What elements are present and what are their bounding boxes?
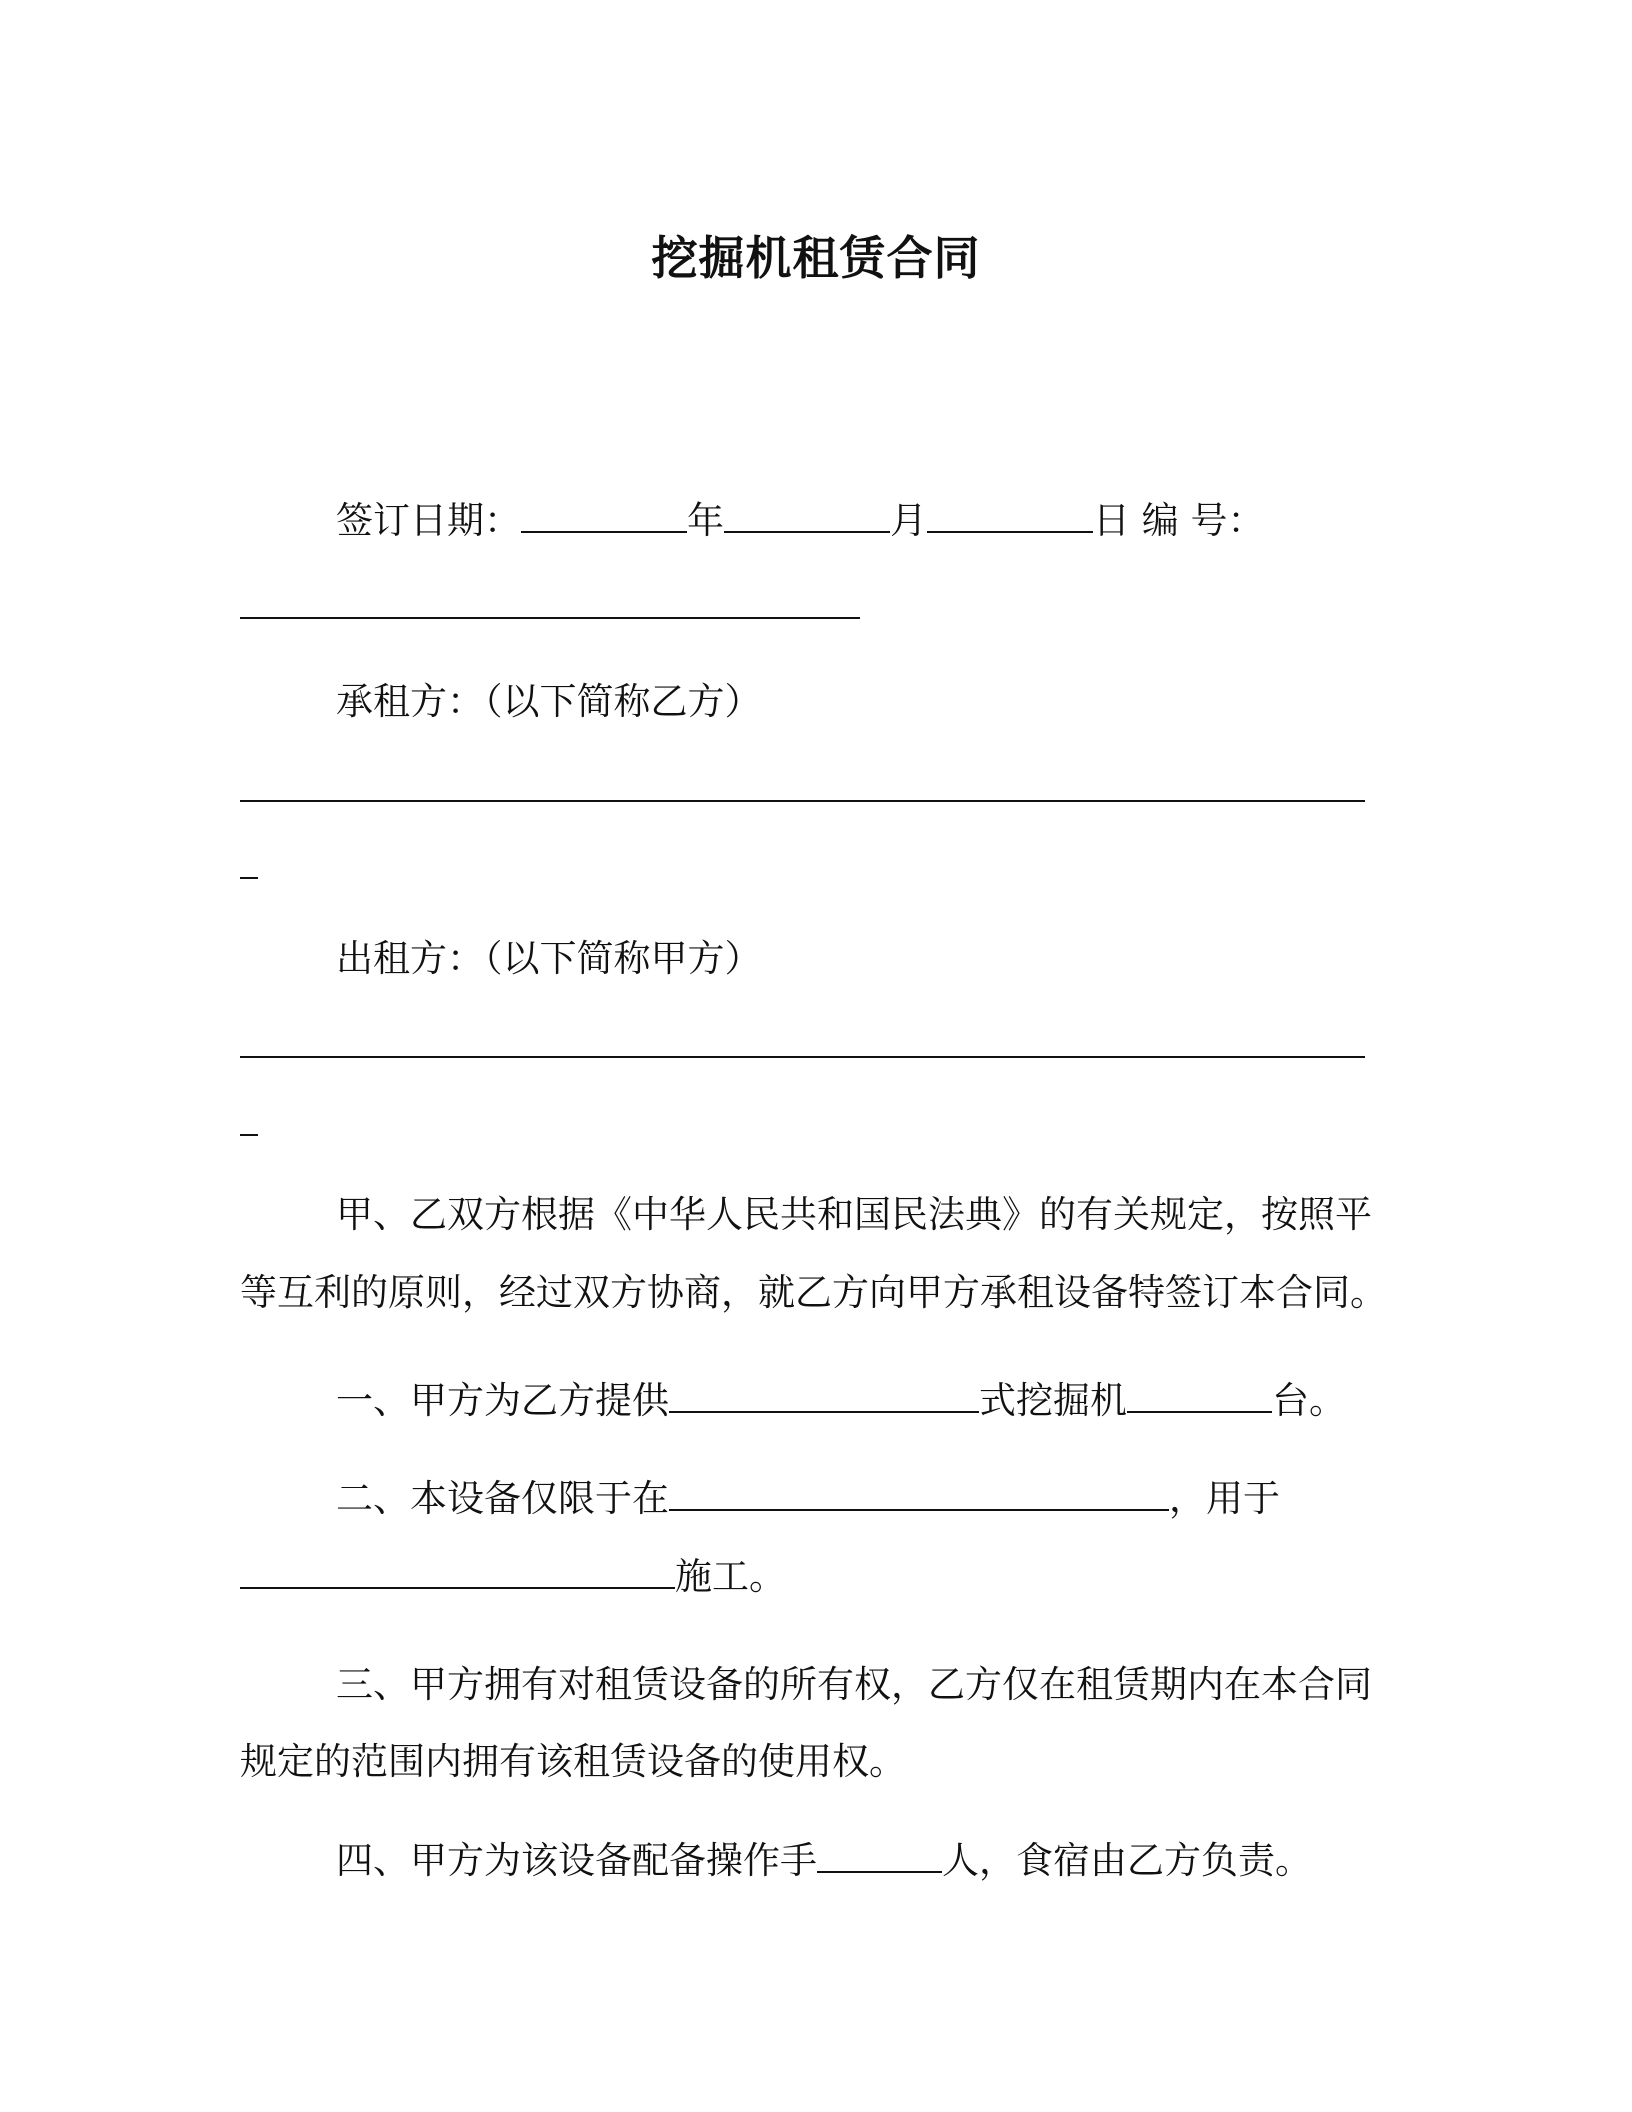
lessor-line [336, 934, 762, 984]
lessor-label: 出租方： [336, 937, 484, 980]
clause-1-prefix: 一、甲方为乙方提供 [336, 1379, 669, 1422]
clause-4 [336, 1836, 1312, 1886]
clause-2-suffix: 施工。 [675, 1555, 786, 1598]
preamble-line-1: 甲、乙双方根据《中华人民共和国民法典》的有关规定，按照平 [336, 1193, 1372, 1236]
quantity-blank [1127, 1377, 1272, 1413]
clause-2-cont [240, 1552, 786, 1602]
sign-date-label: 签订日期： [336, 499, 521, 542]
clause-4-prefix: 四、甲方为该设备配备操作手 [336, 1839, 817, 1882]
month-blank [724, 497, 890, 533]
day-label: 日 [1093, 499, 1130, 542]
operator-count-blank [817, 1837, 942, 1873]
month-label: 月 [890, 499, 927, 542]
clause-2-prefix: 二、本设备仅限于在 [336, 1477, 669, 1520]
lessor-note: （以下简称甲方） [484, 937, 762, 980]
location-blank [669, 1475, 1169, 1511]
lessee-label: 承租方： [336, 680, 484, 723]
clause-3-line-2: 规定的范围内拥有该租赁设备的使用权。 [240, 1740, 906, 1783]
lessee-note: （以下简称乙方） [484, 680, 762, 723]
number-blank [240, 617, 860, 619]
lessee-line [336, 677, 762, 727]
model-blank [669, 1377, 979, 1413]
document-title: 挖掘机租赁合同 [651, 231, 981, 285]
lessee-blank-tail [240, 877, 258, 879]
year-blank [521, 497, 687, 533]
clause-4-suffix: 人，食宿由乙方负责。 [942, 1839, 1312, 1882]
clause-1-suffix: 台。 [1272, 1379, 1346, 1422]
clause-2 [336, 1474, 1280, 1524]
lessor-blank [240, 1056, 1365, 1058]
clause-3-line-1: 三、甲方拥有对租赁设备的所有权，乙方仅在租赁期内在本合同 [336, 1663, 1372, 1706]
lessor-blank-tail [240, 1134, 258, 1136]
preamble-line-2: 等互利的原则，经过双方协商，就乙方向甲方承租设备特签订本合同。 [240, 1271, 1387, 1314]
clause-2-middle: ，用于 [1169, 1477, 1280, 1520]
day-blank [927, 497, 1093, 533]
clause-1 [336, 1376, 1346, 1426]
number-label: 编 号： [1141, 499, 1265, 542]
sign-date-line [336, 496, 1265, 546]
year-label: 年 [687, 499, 724, 542]
lessee-blank [240, 800, 1365, 802]
clause-1-middle: 式挖掘机 [979, 1379, 1127, 1422]
project-blank [240, 1553, 675, 1589]
